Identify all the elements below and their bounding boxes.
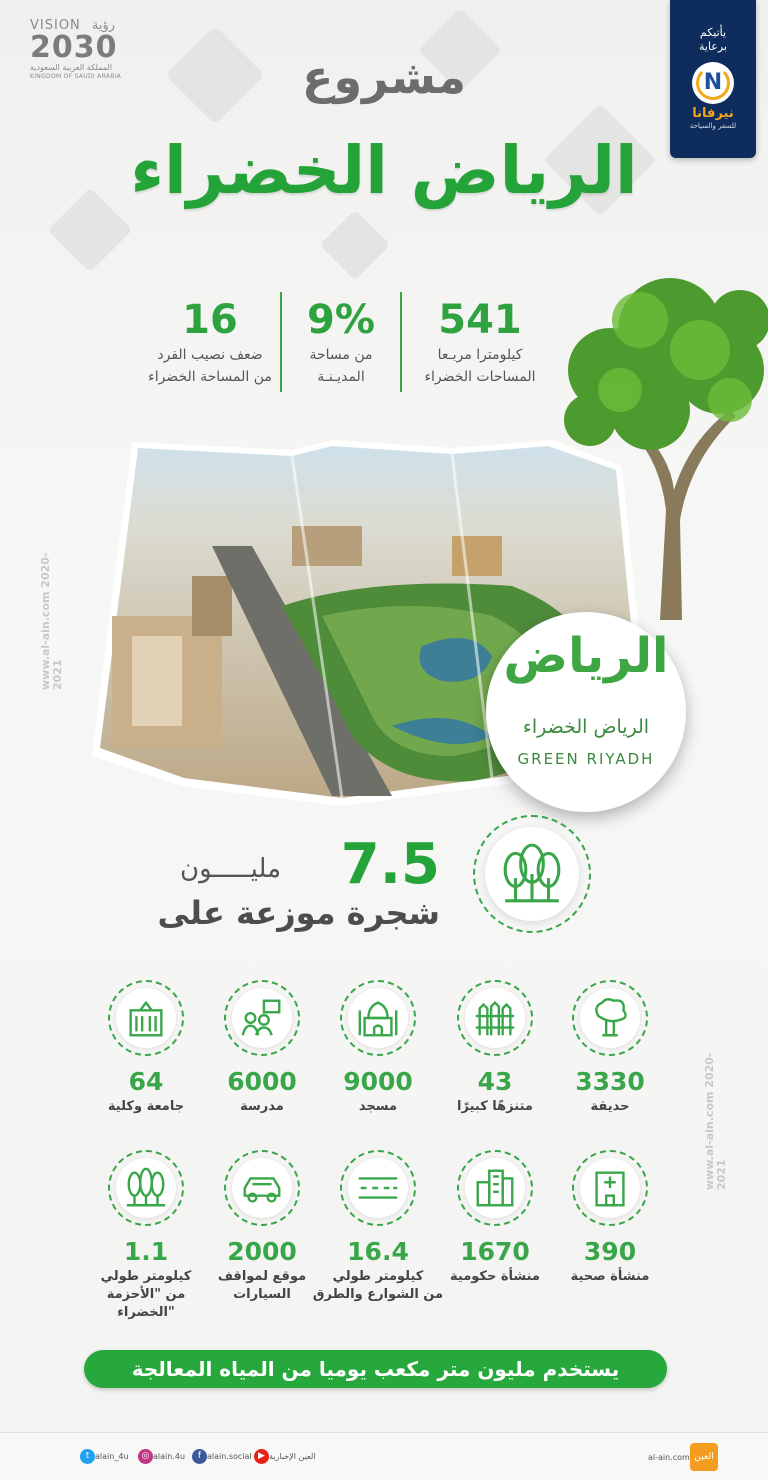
footer-site[interactable]: al-ain.com [648, 1453, 690, 1462]
tree-icon [587, 995, 633, 1041]
vision-latin: VISION [30, 18, 81, 33]
watermark-years: 2020-2021 [703, 1052, 728, 1190]
stat-multiple-value: 16 [182, 297, 238, 343]
water-banner: يستخدم مليون متر مكعب يوميا من المياه المعالجة [84, 1350, 667, 1388]
stat-divider [400, 292, 402, 392]
trees-label: شجرة موزعة على [157, 894, 440, 932]
logo-english: GREEN RIYADH [517, 750, 655, 768]
stat-multiple-label1: ضعف نصيب الفرد [157, 347, 263, 363]
stat-area-label1: كيلومترا مربـعا [437, 347, 523, 363]
government-label: منشأة حكومية [450, 1269, 540, 1284]
government-value: 1670 [460, 1237, 530, 1266]
green-belts-label: كيلومتر طولي [100, 1269, 192, 1284]
green-belts-label2: من "الأحزمة الخضراء" [106, 1287, 186, 1320]
roads-label: كيلومتر طولي [332, 1269, 424, 1284]
stat-divider [280, 292, 282, 392]
watermark-left [40, 540, 64, 690]
trees-unit: مليـــــون [180, 854, 281, 884]
trees-badge [473, 815, 591, 933]
title-line1: مشروع [302, 50, 466, 104]
footer-twitter[interactable] [76, 1449, 128, 1465]
stat-multiple-label2: من المساحة الخضراء [148, 369, 272, 385]
facility-universities [76, 980, 216, 1116]
watermark-right [704, 1040, 728, 1190]
watermark-site: www.al-ain.com [703, 1091, 716, 1190]
universities-label: جامعة وكلية [107, 1099, 185, 1114]
green-belt-icon [123, 1165, 169, 1211]
stat-area-value: 541 [438, 297, 522, 343]
parking-label2: السيارات [233, 1287, 291, 1302]
watermark-site: www.al-ain.com [39, 591, 52, 690]
stat-percent-value: 9% [307, 297, 375, 343]
school-icon [239, 995, 285, 1041]
green-riyadh-logo [486, 612, 686, 812]
instagram-handle: alain.4u [153, 1452, 186, 1461]
sponsor-line2: برعاية [698, 40, 727, 53]
car-icon [239, 1165, 285, 1211]
vision-kingdom-ar: المملكة العربية السعودية [30, 63, 113, 72]
stat-percent-label2: المديـنـة [317, 369, 365, 385]
logo-arabic: الرياض الخضراء [522, 716, 650, 738]
footer-instagram[interactable] [134, 1449, 185, 1465]
sponsor-logo-letter: N [703, 70, 723, 95]
university-icon [123, 995, 169, 1041]
schools-value: 6000 [227, 1067, 297, 1096]
facebook-handle: alain.social [207, 1452, 252, 1461]
facebook-icon: f [192, 1449, 207, 1464]
forest-icon [499, 841, 565, 907]
youtube-icon: ▶ [254, 1449, 269, 1464]
green-belts-value: 1.1 [123, 1237, 169, 1266]
parking-value: 2000 [227, 1237, 297, 1266]
al-ain-logo: العين [690, 1443, 718, 1471]
schools-label: مدرسة [240, 1099, 284, 1114]
twitter-handle: alain_4u [95, 1452, 129, 1461]
sponsor-name: نيرفانا [692, 106, 734, 121]
road-icon [355, 1165, 401, 1211]
hospital-icon [587, 1165, 633, 1211]
sponsor-line1: يأتيكم [699, 26, 727, 39]
health-label: منشأة صحية [570, 1269, 650, 1284]
instagram-icon: ◎ [138, 1449, 153, 1464]
trees-headline [150, 832, 460, 942]
mosques-value: 9000 [343, 1067, 413, 1096]
vision-year: 2030 [30, 30, 118, 65]
sponsor-tagline: للسفر والسياحة [689, 122, 737, 130]
title-line2: الرياض الخضراء [130, 132, 638, 209]
stat-area-label2: المساحات الخضراء [424, 369, 536, 385]
vision-kingdom-en: KINGDOM OF SAUDI ARABIA [30, 73, 122, 80]
fence-icon [472, 995, 518, 1041]
twitter-icon: t [80, 1449, 95, 1464]
parking-label: موقع لمواقف [217, 1269, 307, 1284]
footer [0, 1432, 768, 1480]
stat-area [410, 296, 550, 388]
universities-value: 64 [128, 1067, 164, 1096]
logo-arabic-big: الرياض [503, 628, 669, 684]
watermark-years: 2020-2021 [39, 552, 64, 690]
stat-multiple [140, 296, 280, 388]
roads-label2: من الشوارع والطرق [312, 1287, 444, 1302]
health-value: 390 [583, 1237, 637, 1266]
vision-arabic: رؤية [91, 18, 116, 33]
stat-percent-label1: من مساحة [309, 347, 373, 363]
footer-youtube[interactable] [250, 1449, 316, 1465]
stat-percent [286, 296, 396, 388]
youtube-handle: العين الإخبارية [269, 1452, 316, 1461]
government-building-icon [472, 1165, 518, 1211]
mosque-icon [355, 995, 401, 1041]
mosques-label: مسجد [358, 1099, 398, 1114]
trees-value: 7.5 [340, 832, 440, 897]
parks-label: حديقة [590, 1099, 630, 1114]
footer-facebook[interactable] [188, 1449, 252, 1465]
bg-shape [320, 210, 391, 281]
roads-value: 16.4 [347, 1237, 409, 1266]
big-parks-label: متنزهًا كبيرًا [457, 1099, 533, 1114]
big-parks-value: 43 [477, 1067, 513, 1096]
parks-value: 3330 [575, 1067, 645, 1096]
facility-green-belts [76, 1150, 216, 1322]
